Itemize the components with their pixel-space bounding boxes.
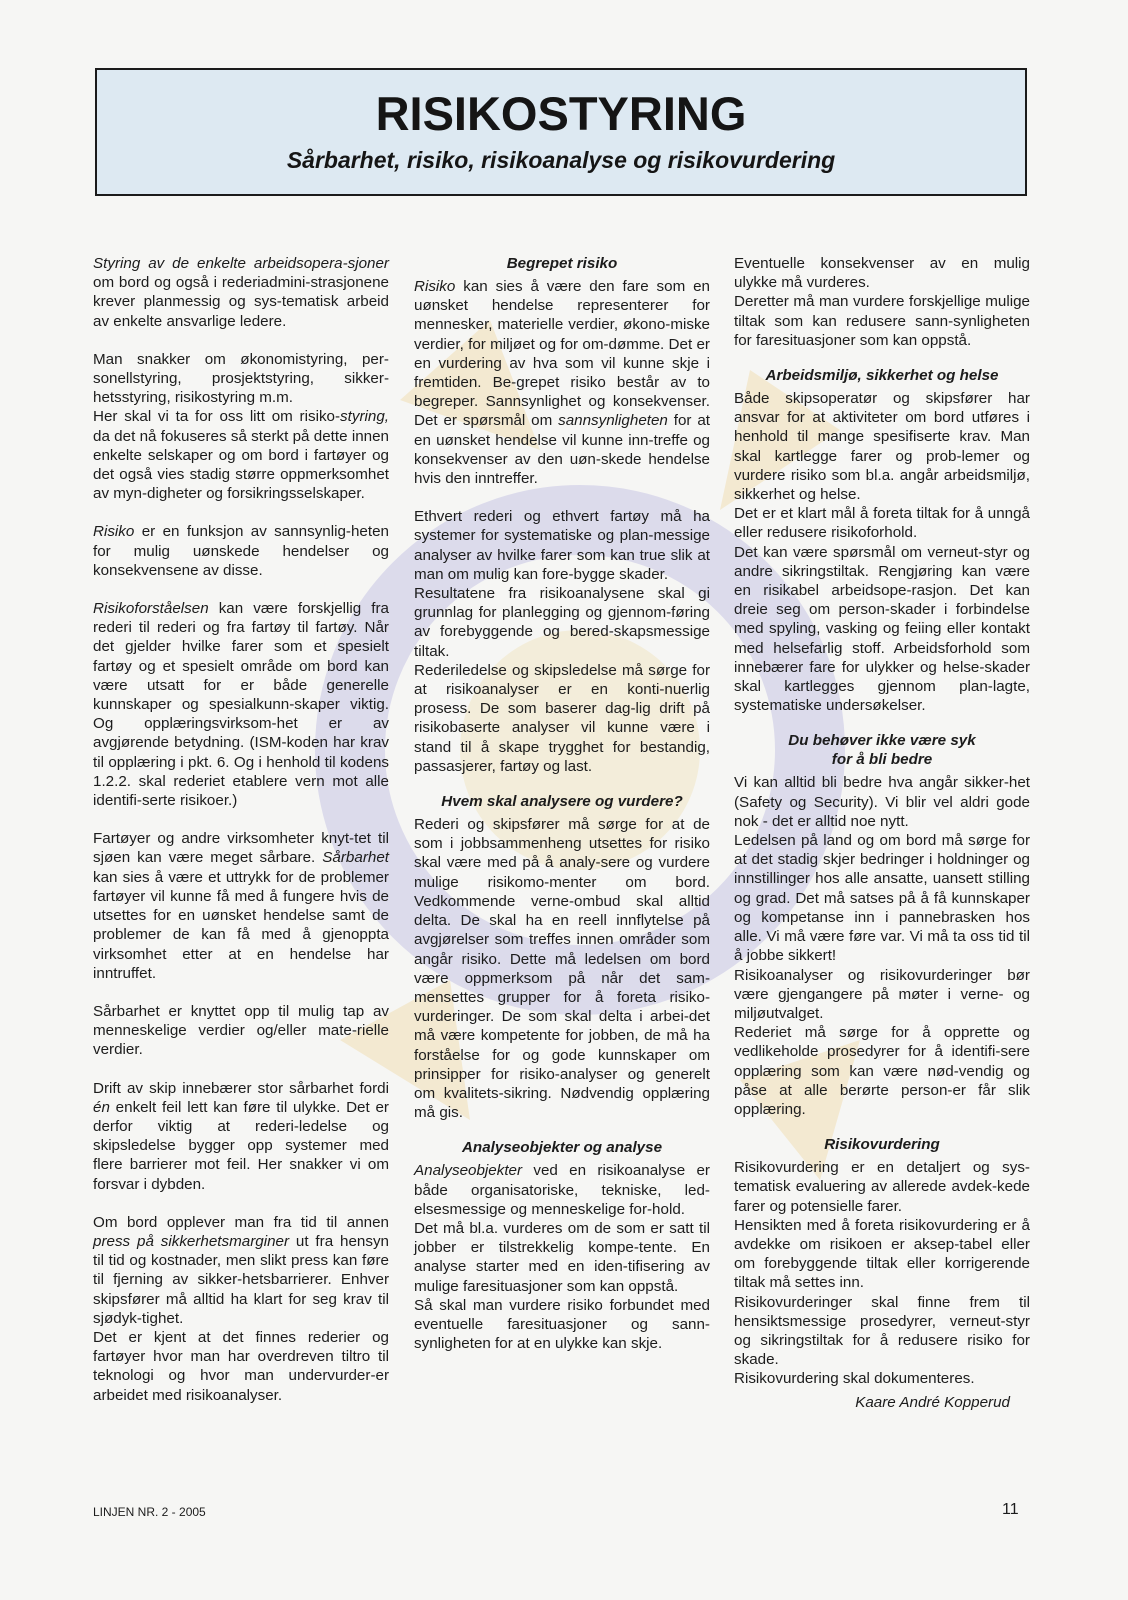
col3-paragraph-7: Ledelsen på land og om bord må sørge for at det stadig skjer bedringer i holdninger og innstillinger hos alle ansatte, uansett stilling og grad. Det må satses på å få kunnskaper og kompetanse inn i pannebrasken hos alle. Vi må være føre var. Vi må ta oss tid til å jobbe sikkert! (734, 832, 1030, 965)
col2-heading-hvem-skal-analysere: Hvem skal analysere og vurdere? (441, 793, 683, 811)
col1-p5-text-a: Fartøyer og andre virksomheter knyt-tet til sjøen kan være meget sårbare. (93, 830, 389, 867)
col2-p1-text-b: for at en uønsket hendelse vil kunne inn-treffe og konsekvenser av den uøn-skede hendelse hvis den inntreffer. (414, 412, 710, 488)
col3-paragraph-12: Risikovurderinger skal finne frem til hensiktsmessige prosedyrer, verneut-styr og sikringstiltak for å redusere risiko for skade. (734, 1293, 1030, 1369)
col2-paragraph-1 (414, 277, 710, 488)
col1-paragraph-3 (93, 522, 389, 580)
col3-paragraph-5: Det kan være spørsmål om verneut-styr og andre sikringstiltak. Rengjøring kan være en risikabel arbeidsope-rasjon. Det kan dreie seg om person-skader i forbindelse med spyling, vasking og feiing eller kontakt med helsefarlig stoff. Arbeidsforhold som innebærer fare for ulykker og helse-skader skal kartlegges gjennom plan-lagte, systematiske undersøkelser. (734, 543, 1030, 715)
col3-paragraph-2: Deretter må man vurdere forskjellige mulige tiltak som kan redusere sann-synligheten for faresituasjoner som kan oppstå. (734, 293, 1030, 349)
col3-heading-risikovurdering: Risikovurdering (824, 1136, 940, 1154)
col3-paragraph-8: Risikoanalyser og risikovurderinger bør være gjengangere på møter i verne- og miljøutvalget. (734, 966, 1030, 1022)
col1-paragraph-9: Det er kjent at det finnes rederier og fartøyer hvor man har overdreven tiltro til teknologi og hvor man undervurder-er arbeidet med risikoanalyser. (93, 1328, 389, 1404)
col1-p4-text: kan være forskjellig fra rederi til rederi og fra fartøy til fartøy. Når det gjelder hvilke farer som et spesielt fartøy og et spesielt område om bord kan være utsatt for er både generelle kunnskaper og spesialkunn-skaper viktig. Og opplæringsvirksom-het er av avgjørende betydning. (ISM-koden har krav til opplæring i pkt. 6. Og i henhold til kodens 1.2.2. skal rederiet etablere vern mot alle identifi-serte risikoer.) (93, 600, 389, 810)
col1-p8-text-b: ut fra hensyn til tid og kostnader, men slikt press kan føre til fjerning av sikker-hetsbarrierer. Enhver skipsfører må alltid ha klart for seg krav til sjødyk-tighet. (93, 1232, 389, 1327)
col2-paragraph-4: Rederiledelse og skipsledelse må sørge for at risikoanalyser er en konti-nuerlig prosess. De som baserer dag-lig drift på risikobaserte analyser vil kunne være i stand til å skape trygghet for bestandig, passasjerer, fartøy og last. (414, 661, 710, 775)
col1-p7-emphasis: én (93, 1098, 110, 1116)
column-2 (414, 254, 710, 1353)
column-3 (734, 254, 1030, 1412)
col2-paragraph-3: Resultatene fra risikoanalysene skal gi grunnlag for planlegging og gjennom-føring av forebyggende og bered-skapsmessige tiltak. (414, 585, 710, 660)
col1-p7-text-b: enkelt feil lett kan føre til ulykke. Det er derfor viktig at rederi-ledelse og skipsledelse bygger opp systemer med flere barrierer mot feil. Her snakker vi om forsvar i dybden. (93, 1098, 389, 1193)
col2-heading-begrepet-risiko: Begrepet risiko (506, 255, 618, 272)
col1-p3-text: er en funksjon av sannsynlig-heten for mulig uønskede hendelser og konsekvensene av disse. (93, 523, 389, 579)
col3-paragraph-10: Risikovurdering er en detaljert og sys-tematisk evaluering av allerede avdek-kede farer og potensielle farer. (734, 1159, 1030, 1215)
issue-label: LINJEN NR. 2 - 2005 (93, 1505, 206, 1519)
col1-paragraph-8 (93, 1213, 389, 1328)
col1-p2b-emphasis: styring, (340, 408, 389, 426)
col1-paragraph-2a: Man snakker om økonomistyring, per-sonellstyring, prosjektstyring, sikker-hetsstyring, risikostyring m.m. (93, 350, 389, 407)
col3-paragraph-9: Rederiet må sørge for å opprette og vedlikeholde prosedyrer for å identifi-sere opplæring som kan være nød-vendig og påse at alle berørte person-er får slik opplæring. (734, 1024, 1030, 1118)
col2-paragraph-6 (414, 1161, 710, 1219)
col1-p5-text-b: kan sies å være et uttrykk for de problemer fartøyer vil kunne få med å fungere hvis de utsettes for en uønsket hendelse samt de problemer de kan få med å gjenoppta virksomhet etter at en hendelse har inntruffet. (93, 868, 389, 982)
col2-heading-analyseobjekter: Analyseobjekter og analyse (461, 1139, 663, 1157)
col1-p2b-text-2: da det nå fokuseres så sterkt på dette innen enkelte selskaper og om bord i fartøyer og det også vies stadig større oppmerksomhet av myn-digheter og forsikringsselskaper. (93, 427, 389, 503)
col3-heading-line-1: Du behøver ikke være syk (788, 732, 976, 750)
col3-paragraph-11: Hensikten med å foreta risikovurdering er å avdekke om risikoen er aksep-tabel eller om forebyggende tiltak eller korrigerende tiltak må settes inn. (734, 1216, 1030, 1292)
page-title: RISIKOSTYRING (375, 87, 747, 140)
col1-p8-text-a: Om bord opplever man fra tid til annen (93, 1213, 389, 1231)
col1-paragraph-5 (93, 829, 389, 983)
col2-paragraph-5: Rederi og skipsfører må sørge for at de som i jobbsammenheng utsettes for risiko skal være med på å analy-sere og vurdere mulige risikomo-menter om bord. Vedkommende verne-ombud skal alltid delta. De skal ha en reell innflytelse på avgjørelser som treffes innen områder som angår risiko. Dette må ledelsen om bord være oppmerksom på når det sam-mensettes grupper for å foreta risiko-vurderinger. De som skal delta i arbei-det må være kompetente for jobben, de må ha forståelse for og gode kunnskaper om prinsipper for risiko-analyser og generelt om kvalitets-sikring. Nødvendig opplæring må gis. (414, 816, 710, 1122)
col3-paragraph-4: Det er et klart mål å foreta tiltak for å unngå eller redusere risikoforhold. (734, 505, 1030, 542)
col2-paragraph-7: Det må bl.a. vurderes om de som er satt til jobber er tilstrekkelig kompe-tente. En analyse starter med en iden-tifisering av mulige faresituasjoner som kan oppstå. (414, 1219, 710, 1295)
col2-paragraph-2: Ethvert rederi og ethvert fartøy må ha systemer for systematiske og plan-messige analyser av hvilke farer som kan true slik at man om mulig kan fore-bygge skader. (414, 508, 710, 583)
col3-paragraph-13: Risikovurdering skal dokumenteres. (734, 1370, 975, 1388)
page-subtitle: Sårbarhet, risiko, risikoanalyse og risikovurdering (286, 147, 836, 173)
author-signature: Kaare André Kopperud (855, 1393, 1010, 1411)
col1-p3-emphasis: Risiko (93, 523, 135, 541)
col2-paragraph-8: Så skal man vurdere risiko forbundet med eventuelle faresituasjoner og sann-synligheten for at en ulykke kan skje. (414, 1296, 710, 1353)
col2-p1-emphasis-2: sannsynligheten (558, 412, 668, 430)
page-number: 11 (1002, 1501, 1019, 1518)
col3-paragraph-6: Vi kan alltid bli bedre hva angår sikker-het (Safety og Security). Vi blir vel aldri gode nok - det er alltid noe nytt. (734, 774, 1030, 830)
column-1 (93, 254, 389, 1405)
col3-heading-arbeidsmiljo: Arbeidsmiljø, sikkerhet og helse (765, 367, 999, 385)
col3-heading-line-2: for å bli bedre (831, 751, 933, 769)
col2-p6-text: ved en risikoanalyse er både organisatoriske, tekniske, led-elsesmessige og menneskelige for-hold. (414, 1162, 710, 1218)
col2-p1-text-a: kan sies å være den fare som en uønsket hendelse representerer for mennesker, materielle verdier, økono-miske verdier, for miljøet og for om-dømme. Det er en vurdering av hva som vil kunne skje i fremtiden. Be-grepet risiko består av to begreper. Sannsynlighet og konsekvenser. Det er spørsmål om (414, 278, 710, 430)
col1-p5-emphasis: Sårbarhet (322, 849, 389, 867)
col2-p6-emphasis: Analyseobjekter (414, 1162, 523, 1180)
col2-p1-emphasis: Risiko (414, 278, 456, 295)
col1-p1-text: om bord og også i rederiadmini-strasjonene krever planmessig og sys-tematisk arbeid av enkelte ansvarlige ledere. (93, 274, 389, 330)
col3-paragraph-3: Både skipsoperatør og skipsfører har ansvar for at aktiviteter om bord utføres i henhold til mange spesifiserte krav. Man skal kartlegge farer og prob-lemer og vurdere risiko som bl.a. angår arbeidsmiljø, sikkerhet og helse. (734, 390, 1030, 504)
col1-paragraph-1 (93, 254, 389, 331)
col1-p2b-text-1: Her skal vi ta for oss litt om risiko- (93, 408, 341, 426)
col3-heading-du-behover (734, 731, 1030, 769)
col1-paragraph-2b (93, 407, 389, 503)
col1-paragraph-7 (93, 1079, 389, 1194)
title-box (95, 68, 1027, 196)
col1-paragraph-6: Sårbarhet er knyttet opp til mulig tap av menneskelige verdier og/eller mate-rielle verdier. (93, 1002, 389, 1059)
col1-p8-emphasis: press på sikkerhetsmarginer (93, 1232, 290, 1250)
col3-paragraph-1: Eventuelle konsekvenser av en mulig ulykke må vurderes. (734, 255, 1030, 292)
col1-p1-emphasis: Styring av de enkelte arbeidsopera-sjoner (93, 255, 389, 272)
col1-p7-text-a: Drift av skip innebærer stor sårbarhet fordi (93, 1079, 389, 1097)
col1-paragraph-4 (93, 599, 389, 810)
col1-p4-emphasis: Risikoforståelsen (93, 600, 209, 618)
